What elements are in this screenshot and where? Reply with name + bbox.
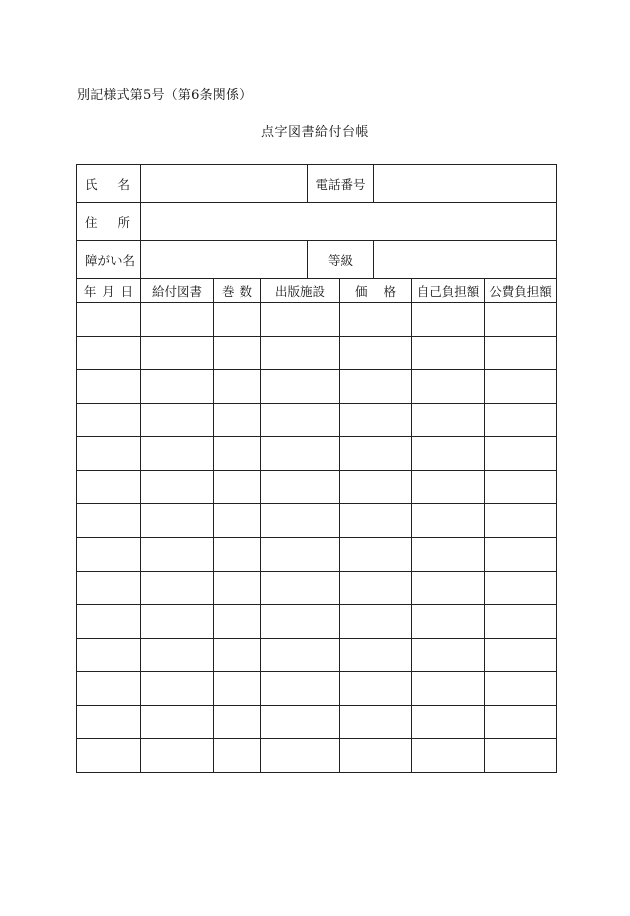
date-month-char: 月 bbox=[102, 283, 115, 299]
ledger-cell-volumes[interactable] bbox=[214, 706, 260, 738]
ledger-cell-price[interactable] bbox=[340, 672, 411, 705]
address-field[interactable] bbox=[141, 203, 556, 240]
column-header-publisher: 出版施設 bbox=[274, 283, 325, 299]
row-divider bbox=[76, 772, 557, 773]
ledger-cell-date[interactable] bbox=[77, 437, 140, 470]
ledger-cell-volumes[interactable] bbox=[214, 404, 260, 436]
ledger-cell-book[interactable] bbox=[141, 572, 213, 604]
ledger-cell-publisher[interactable] bbox=[261, 471, 339, 503]
ledger-cell-publisher[interactable] bbox=[261, 337, 339, 369]
ledger-cell-book[interactable] bbox=[141, 504, 213, 537]
phone-field[interactable] bbox=[374, 165, 556, 202]
ledger-cell-publisher[interactable] bbox=[261, 538, 339, 571]
ledger-cell-self-pay[interactable] bbox=[412, 337, 484, 369]
grade-label: 等級 bbox=[327, 252, 353, 268]
ledger-cell-price[interactable] bbox=[340, 504, 411, 537]
ledger-cell-public-pay[interactable] bbox=[485, 605, 556, 638]
ledger-cell-public-pay[interactable] bbox=[485, 504, 556, 537]
ledger-cell-price[interactable] bbox=[340, 337, 411, 369]
ledger-cell-price[interactable] bbox=[340, 538, 411, 571]
ledger-cell-date[interactable] bbox=[77, 471, 140, 503]
ledger-cell-self-pay[interactable] bbox=[412, 572, 484, 604]
ledger-cell-volumes[interactable] bbox=[214, 572, 260, 604]
ledger-cell-price[interactable] bbox=[340, 437, 411, 470]
ledger-cell-publisher[interactable] bbox=[261, 739, 339, 772]
ledger-cell-date[interactable] bbox=[77, 337, 140, 369]
disability-field[interactable] bbox=[141, 241, 307, 278]
ledger-cell-book[interactable] bbox=[141, 303, 213, 336]
ledger-cell-date[interactable] bbox=[77, 303, 140, 336]
ledger-cell-public-pay[interactable] bbox=[485, 639, 556, 671]
ledger-cell-public-pay[interactable] bbox=[485, 672, 556, 705]
ledger-cell-self-pay[interactable] bbox=[412, 639, 484, 671]
volumes-char: 巻 bbox=[221, 283, 235, 299]
column-header-self-pay: 自己負担額 bbox=[416, 283, 480, 299]
form-number-label: 別記様式第5号（第6条関係） bbox=[77, 88, 253, 103]
ledger-cell-book[interactable] bbox=[141, 404, 213, 436]
ledger-cell-date[interactable] bbox=[77, 370, 140, 403]
column-header-price bbox=[340, 279, 411, 302]
ledger-cell-self-pay[interactable] bbox=[412, 504, 484, 537]
ledger-cell-price[interactable] bbox=[340, 605, 411, 638]
document-title: 点字図書給付台帳 bbox=[260, 125, 369, 140]
ledger-cell-public-pay[interactable] bbox=[485, 538, 556, 571]
column-header-volumes bbox=[214, 279, 260, 302]
ledger-cell-self-pay[interactable] bbox=[412, 739, 484, 772]
address-label-char: 所 bbox=[117, 214, 130, 230]
ledger-cell-book[interactable] bbox=[141, 639, 213, 671]
ledger-cell-price[interactable] bbox=[340, 706, 411, 738]
ledger-cell-public-pay[interactable] bbox=[485, 437, 556, 470]
ledger-cell-public-pay[interactable] bbox=[485, 739, 556, 772]
ledger-cell-volumes[interactable] bbox=[214, 504, 260, 537]
ledger-cell-public-pay[interactable] bbox=[485, 471, 556, 503]
ledger-cell-public-pay[interactable] bbox=[485, 370, 556, 403]
ledger-cell-public-pay[interactable] bbox=[485, 303, 556, 336]
ledger-cell-publisher[interactable] bbox=[261, 672, 339, 705]
phone-label: 電話番号 bbox=[315, 176, 366, 192]
ledger-cell-date[interactable] bbox=[77, 404, 140, 436]
ledger-cell-price[interactable] bbox=[340, 471, 411, 503]
volumes-char: 数 bbox=[239, 283, 253, 299]
ledger-cell-book[interactable] bbox=[141, 739, 213, 772]
ledger-cell-publisher[interactable] bbox=[261, 639, 339, 671]
ledger-cell-book[interactable] bbox=[141, 672, 213, 705]
ledger-cell-book[interactable] bbox=[141, 337, 213, 369]
address-label-char: 住 bbox=[85, 214, 98, 230]
ledger-cell-volumes[interactable] bbox=[214, 370, 260, 403]
ledger-cell-price[interactable] bbox=[340, 303, 411, 336]
date-year-char: 年 bbox=[83, 283, 97, 299]
ledger-cell-volumes[interactable] bbox=[214, 672, 260, 705]
ledger-cell-book[interactable] bbox=[141, 471, 213, 503]
name-field[interactable] bbox=[141, 165, 307, 202]
ledger-cell-public-pay[interactable] bbox=[485, 572, 556, 604]
ledger-cell-volumes[interactable] bbox=[214, 437, 260, 470]
ledger-cell-publisher[interactable] bbox=[261, 437, 339, 470]
ledger-cell-publisher[interactable] bbox=[261, 303, 339, 336]
address-label bbox=[77, 203, 140, 240]
ledger-cell-price[interactable] bbox=[340, 639, 411, 671]
ledger-cell-volumes[interactable] bbox=[214, 303, 260, 336]
ledger-cell-publisher[interactable] bbox=[261, 572, 339, 604]
ledger-cell-publisher[interactable] bbox=[261, 504, 339, 537]
ledger-cell-price[interactable] bbox=[340, 404, 411, 436]
grade-field[interactable] bbox=[374, 241, 556, 278]
ledger-cell-volumes[interactable] bbox=[214, 538, 260, 571]
ledger-cell-book[interactable] bbox=[141, 370, 213, 403]
ledger-cell-self-pay[interactable] bbox=[412, 471, 484, 503]
ledger-cell-publisher[interactable] bbox=[261, 605, 339, 638]
ledger-cell-self-pay[interactable] bbox=[412, 672, 484, 705]
ledger-cell-publisher[interactable] bbox=[261, 706, 339, 738]
ledger-cell-volumes[interactable] bbox=[214, 639, 260, 671]
ledger-cell-date[interactable] bbox=[77, 672, 140, 705]
ledger-cell-date[interactable] bbox=[77, 605, 140, 638]
ledger-cell-self-pay[interactable] bbox=[412, 370, 484, 403]
name-label bbox=[77, 165, 140, 202]
price-char: 価 bbox=[354, 283, 368, 299]
ledger-cell-volumes[interactable] bbox=[214, 739, 260, 772]
ledger-cell-public-pay[interactable] bbox=[485, 337, 556, 369]
ledger-cell-volumes[interactable] bbox=[214, 471, 260, 503]
price-char: 格 bbox=[383, 283, 397, 299]
disability-label: 障がい名 bbox=[85, 252, 136, 268]
ledger-cell-publisher[interactable] bbox=[261, 370, 339, 403]
ledger-cell-self-pay[interactable] bbox=[412, 538, 484, 571]
ledger-cell-date[interactable] bbox=[77, 706, 140, 738]
date-day-char: 日 bbox=[120, 283, 134, 299]
ledger-cell-date[interactable] bbox=[77, 538, 140, 571]
ledger-cell-date[interactable] bbox=[77, 739, 140, 772]
ledger-cell-self-pay[interactable] bbox=[412, 605, 484, 638]
ledger-cell-date[interactable] bbox=[77, 572, 140, 604]
ledger-cell-public-pay[interactable] bbox=[485, 404, 556, 436]
ledger-cell-self-pay[interactable] bbox=[412, 437, 484, 470]
ledger-cell-book[interactable] bbox=[141, 605, 213, 638]
ledger-cell-self-pay[interactable] bbox=[412, 706, 484, 738]
column-header-date bbox=[77, 279, 140, 302]
ledger-cell-self-pay[interactable] bbox=[412, 303, 484, 336]
ledger-cell-self-pay[interactable] bbox=[412, 404, 484, 436]
ledger-cell-publisher[interactable] bbox=[261, 404, 339, 436]
table-right-border bbox=[556, 164, 557, 773]
ledger-cell-price[interactable] bbox=[340, 572, 411, 604]
ledger-cell-book[interactable] bbox=[141, 437, 213, 470]
column-header-public-pay: 公費負担額 bbox=[489, 283, 552, 299]
ledger-cell-date[interactable] bbox=[77, 639, 140, 671]
ledger-cell-price[interactable] bbox=[340, 739, 411, 772]
column-header-book: 給付図書 bbox=[151, 283, 202, 299]
ledger-cell-volumes[interactable] bbox=[214, 337, 260, 369]
ledger-cell-book[interactable] bbox=[141, 538, 213, 571]
name-label-char: 名 bbox=[117, 176, 130, 192]
ledger-cell-date[interactable] bbox=[77, 504, 140, 537]
ledger-cell-volumes[interactable] bbox=[214, 605, 260, 638]
ledger-cell-public-pay[interactable] bbox=[485, 706, 556, 738]
ledger-cell-book[interactable] bbox=[141, 706, 213, 738]
name-label-char: 氏 bbox=[85, 176, 98, 192]
ledger-cell-price[interactable] bbox=[340, 370, 411, 403]
